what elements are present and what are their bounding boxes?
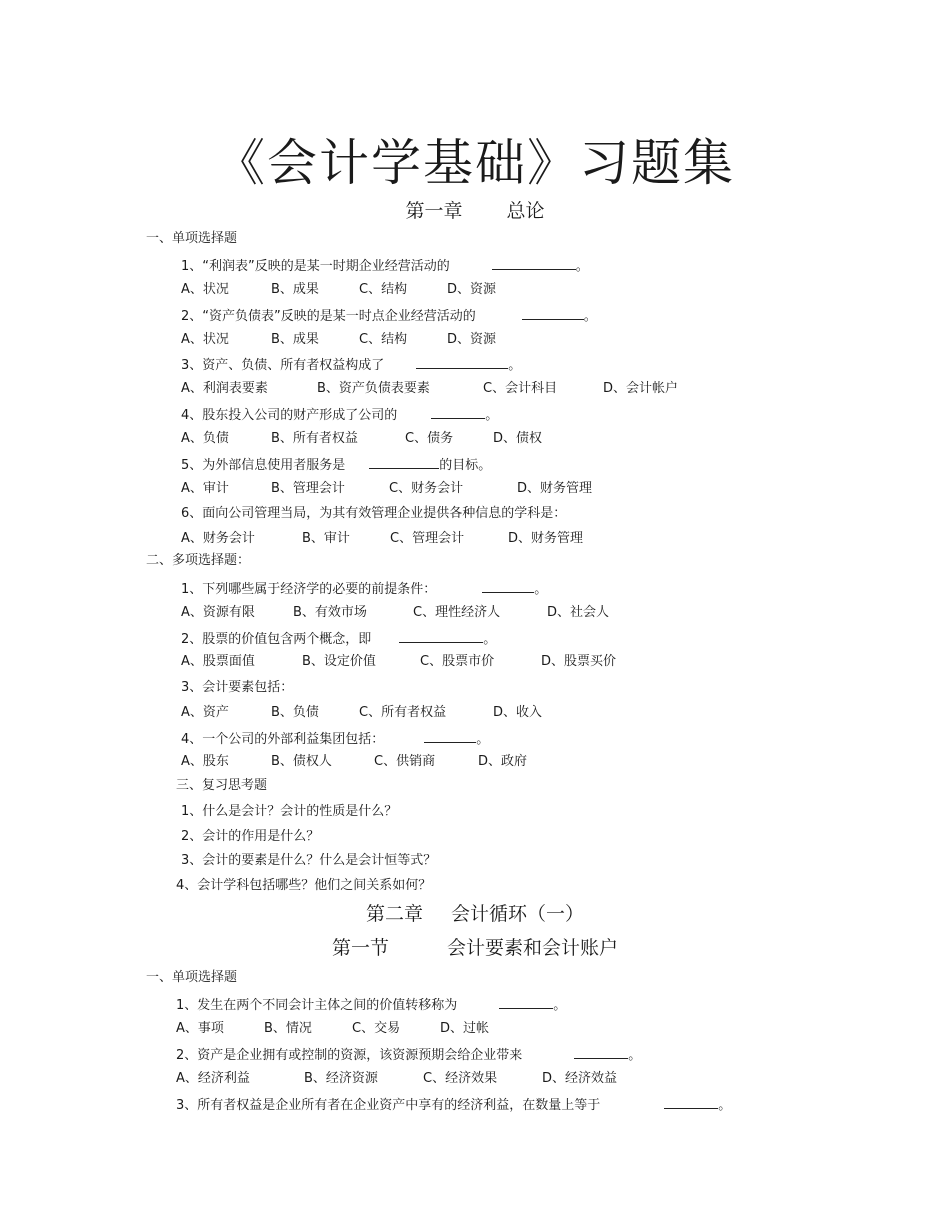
- question-1: 1、“利润表”反映的是某一时期企业经营活动的 。: [181, 259, 589, 274]
- review-item: 3、会计的要素是什么？什么是会计恒等式？: [181, 853, 437, 868]
- chapter-1-heading: [0, 202, 950, 221]
- question-6: 6、面向公司管理当局，为其有效管理企业提供各种信息的学科是：: [181, 506, 567, 521]
- answer-blank: [424, 731, 476, 743]
- chapter-2-number: 第二章: [365, 903, 423, 925]
- ch2-question-1: 1、发生在两个不同会计主体之间的价值转移称为 。: [176, 998, 567, 1013]
- question-5: 5、为外部信息使用者服务是 的目标。: [181, 458, 492, 473]
- answer-blank: [369, 457, 439, 469]
- answer-blank: [416, 357, 508, 369]
- question-1-options: A、状况 B、成果 C、结构 D、资源: [181, 282, 497, 297]
- question-4-options: A、负债 B、所有者权益 C、债务 D、债权: [181, 431, 543, 446]
- ch2-question-1-options: A、事项 B、情况 C、交易 D、过帐: [176, 1021, 490, 1036]
- chapter-2-name: 会计循环（一）: [451, 903, 585, 925]
- multi-question-1-options: A、资源有限 B、有效市场 C、理性经济人 D、社会人: [181, 605, 610, 620]
- ch2-question-3: 3、所有者权益是企业所有者在企业资产中享有的经济利益，在数量上等于 。: [176, 1098, 732, 1113]
- answer-blank: [399, 631, 483, 643]
- section-1-number: 第一节: [331, 937, 389, 959]
- answer-blank: [431, 407, 485, 419]
- question-3: 3、资产、负债、所有者权益构成了 。: [181, 358, 522, 373]
- section-single-choice: 一、单项选择题: [146, 231, 238, 246]
- answer-blank: [499, 997, 553, 1009]
- answer-blank: [574, 1047, 628, 1059]
- answer-blank: [664, 1097, 718, 1109]
- document-title: 《会计学基础》习题集: [215, 134, 735, 192]
- multi-question-4-options: A、股东 B、债权人 C、供销商 D、政府: [181, 754, 528, 769]
- question-3-options: A、利润表要素 B、资产负债表要素 C、会计科目 D、会计帐户: [181, 381, 679, 396]
- chapter-2-single-choice: 一、单项选择题: [146, 970, 238, 985]
- ch2-question-2: 2、资产是企业拥有或控制的资源，该资源预期会给企业带来 。: [176, 1048, 642, 1063]
- chapter-1-number: 第一章: [405, 200, 463, 222]
- multi-question-1: 1、下列哪些属于经济学的必要的前提条件： 。: [181, 582, 548, 597]
- answer-blank: [492, 258, 576, 270]
- section-multiple-choice: 二、多项选择题：: [146, 553, 251, 568]
- answer-blank: [522, 308, 584, 320]
- multi-question-4: 4、一个公司的外部利益集团包括： 。: [181, 732, 490, 747]
- review-item: 4、会计学科包括哪些？他们之间关系如何？: [176, 878, 432, 893]
- question-4: 4、股东投入公司的财产形成了公司的 。: [181, 408, 499, 423]
- multi-question-2-options: A、股票面值 B、设定价值 C、股票市价 D、股票买价: [181, 654, 617, 669]
- multi-question-3-options: A、资产 B、负债 C、所有者权益 D、收入: [181, 705, 543, 720]
- question-2-options: A、状况 B、成果 C、结构 D、资源: [181, 332, 497, 347]
- section-review: 三、复习思考题: [176, 778, 268, 793]
- multi-question-3: 3、会计要素包括：: [181, 680, 294, 695]
- multi-question-2: 2、股票的价值包含两个概念，即 。: [181, 632, 497, 647]
- section-1-heading: [0, 939, 950, 958]
- chapter-1-name: 总论: [506, 200, 545, 222]
- review-item: 2、会计的作用是什么？: [181, 829, 320, 844]
- review-item: 1、什么是会计？会计的性质是什么？: [181, 804, 398, 819]
- question-6-options: A、财务会计 B、审计 C、管理会计 D、财务管理: [181, 531, 584, 546]
- chapter-2-heading: [0, 905, 950, 924]
- answer-blank: [482, 581, 534, 593]
- ch2-question-2-options: A、经济利益 B、经济资源 C、经济效果 D、经济效益: [176, 1071, 618, 1086]
- question-2: 2、“资产负债表”反映的是某一时点企业经营活动的 。: [181, 309, 597, 324]
- question-5-options: A、审计 B、管理会计 C、财务会计 D、财务管理: [181, 481, 593, 496]
- section-1-name: 会计要素和会计账户: [447, 937, 619, 959]
